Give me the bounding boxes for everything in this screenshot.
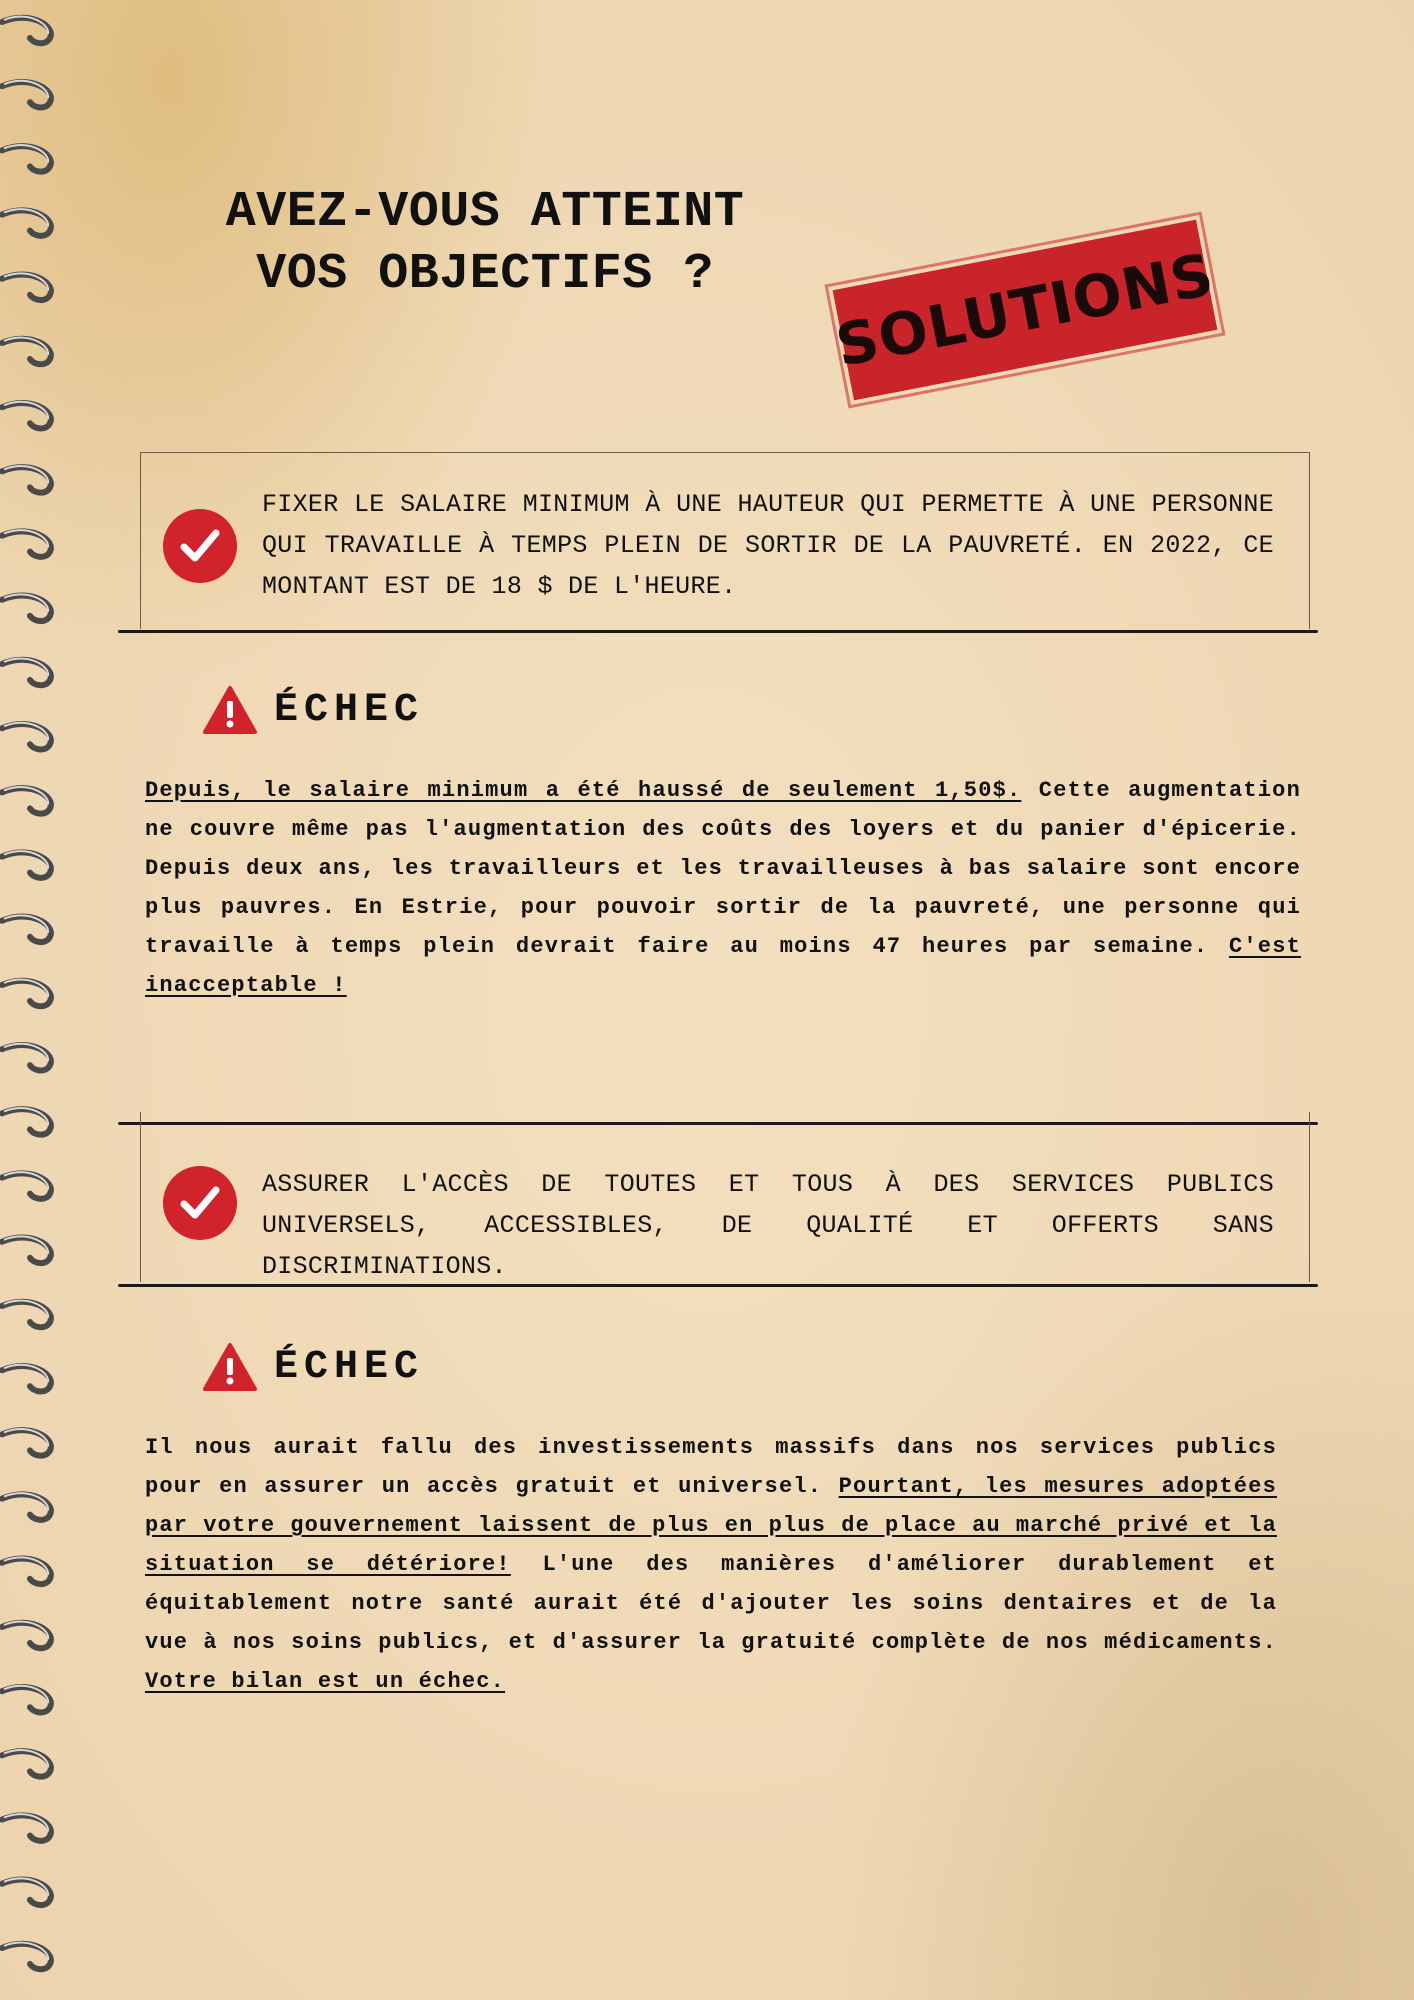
solutions-stamp [830, 220, 1220, 401]
spiral-ring [2, 1815, 51, 1841]
goal-1-paragraph [145, 771, 1301, 1005]
spiral-ring [2, 1302, 51, 1328]
paragraph-emphasis: Depuis, le salaire minimum a été haussé de seulement 1,50$. [145, 778, 1022, 803]
spiral-ring [2, 724, 51, 750]
goal-2-text: ASSURER L'ACCÈS DE TOUTES ET TOUS À DES SERVICES PUBLICS UNIVERSELS, ACCESSIBLES, DE QUALITÉ ET OFFERTS SANS DISCRIMINATIONS. [262, 1170, 1274, 1281]
spiral-ring [2, 596, 51, 622]
spiral-ring [2, 1430, 51, 1456]
stamp-label: SOLUTIONS [830, 240, 1220, 380]
title-line-1: AVEZ-VOUS ATTEINT [225, 184, 745, 241]
verdict-label: ÉCHEC [274, 687, 425, 733]
spiral-ring [2, 981, 51, 1007]
warning-icon [202, 1342, 258, 1392]
spiral-ring [2, 1559, 51, 1585]
checkmark-icon [163, 509, 237, 583]
spiral-ring [2, 1944, 51, 1970]
paragraph-emphasis: C'est inacceptable ! [145, 934, 1301, 998]
paragraph-text: Cette augmentation ne couvre même pas l'augmentation des coûts des loyers et du panier d'épicerie. Depuis deux ans, les travailleurs et les travailleuses à bas salaire sont encore plus pauvres. En Estrie, pour pouvoir sortir de la pauvreté, une personne qui travaille à temps plein devrait faire au moins 47 heures par semaine. [145, 778, 1301, 959]
spiral-ring [2, 660, 51, 686]
paragraph-emphasis: Votre bilan est un échec. [145, 1669, 506, 1694]
spiral-ring [2, 1173, 51, 1199]
spiral-ring [2, 1687, 51, 1713]
spiral-ring [2, 917, 51, 943]
verdict-label: ÉCHEC [274, 1344, 425, 1390]
goal-1-text: FIXER LE SALAIRE MINIMUM À UNE HAUTEUR QUI PERMETTE À UNE PERSONNE QUI TRAVAILLE À TEMPS PLEIN DE SORTIR DE LA PAUVRETÉ. EN 2022, CE MONTANT EST DE 18 $ DE L'HEURE. [262, 490, 1274, 601]
spiral-ring [2, 339, 51, 365]
spiral-ring [2, 1238, 51, 1264]
warning-icon [202, 685, 258, 735]
spiral-ring [2, 1045, 51, 1071]
spiral-ring [2, 275, 51, 301]
spiral-ring [2, 1109, 51, 1135]
spiral-ring [2, 788, 51, 814]
spiral-ring [2, 1366, 51, 1392]
spiral-ring [2, 531, 51, 557]
spiral-binding [0, 0, 70, 2000]
verdict-1 [202, 680, 424, 740]
verdict-2 [202, 1337, 424, 1397]
spiral-ring [2, 1623, 51, 1649]
checkmark-icon [163, 1166, 237, 1240]
torn-divider [118, 630, 1318, 633]
paragraph-text: Il nous aurait fallu des investissements massifs dans nos services publics pour en assurer un accès gratuit et universel. [145, 1435, 1277, 1499]
paragraph-emphasis: Pourtant, les mesures adoptées par votre gouvernement laissent de plus en plus de place au marché privé et la situation se détériore! [145, 1474, 1277, 1577]
spiral-ring [2, 210, 51, 236]
spiral-ring [2, 1494, 51, 1520]
spiral-ring [2, 1880, 51, 1906]
spiral-ring [2, 467, 51, 493]
spiral-ring [2, 852, 51, 878]
goal-2-paragraph [145, 1428, 1277, 1701]
paragraph-text: L'une des manières d'améliorer durablement et équitablement notre santé aurait été d'ajouter les soins dentaires et de la vue à nos soins publics, et d'assurer la gratuité complète de nos médicaments. [145, 1552, 1277, 1655]
page-title [180, 182, 790, 306]
title-line-2: VOS OBJECTIFS ? [256, 246, 714, 303]
spiral-ring [2, 146, 51, 172]
spiral-ring [2, 403, 51, 429]
spiral-ring [2, 82, 51, 108]
spiral-ring [2, 1751, 51, 1777]
spiral-ring [2, 18, 51, 44]
